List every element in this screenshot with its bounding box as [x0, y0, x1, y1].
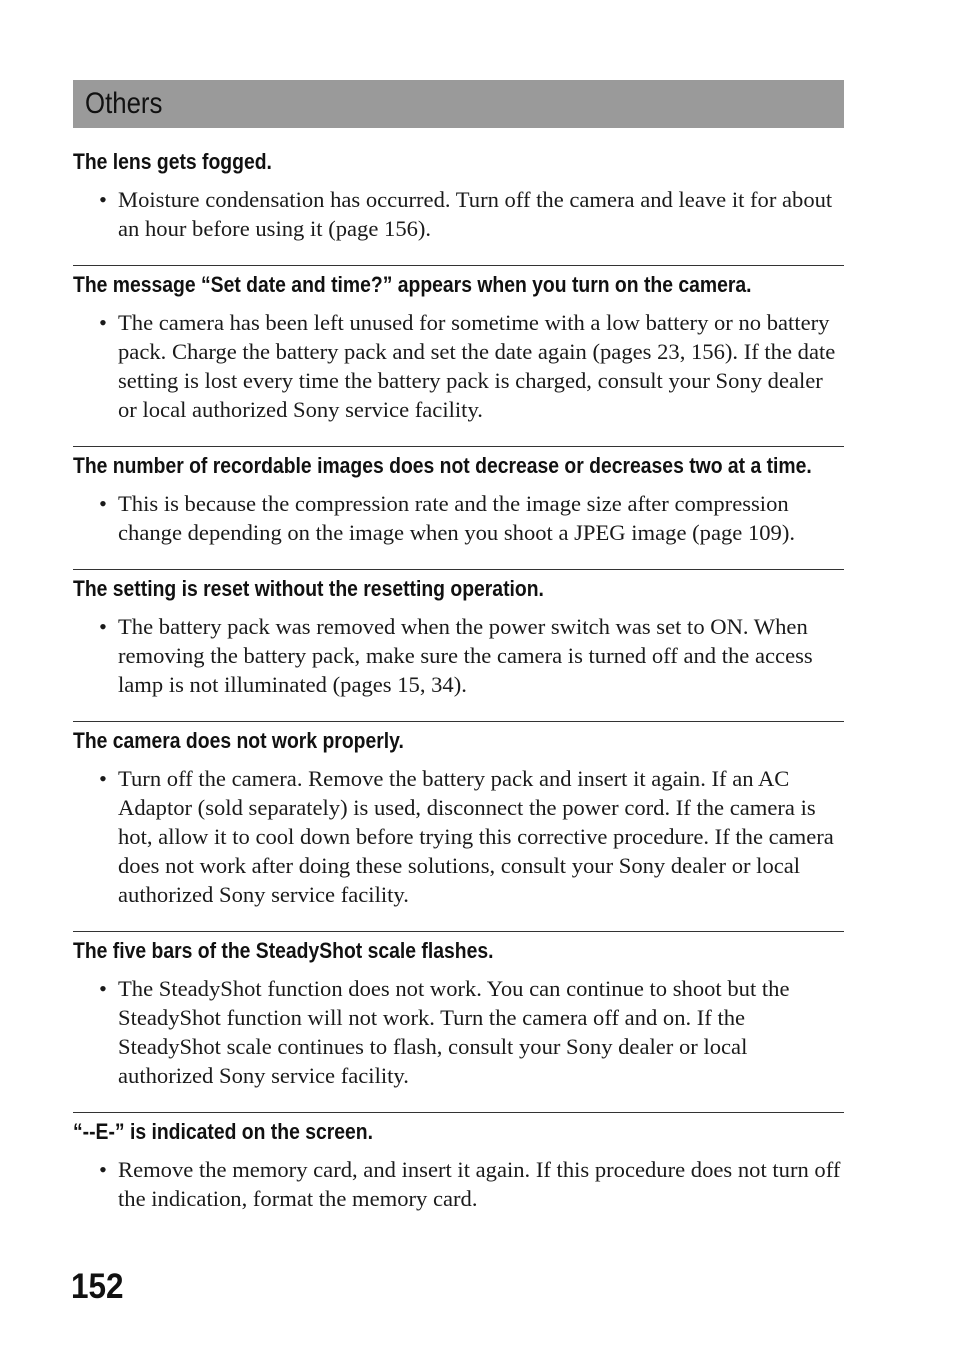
topic-heading: The camera does not work properly. [73, 728, 404, 753]
bullet-text: Moisture condensation has occurred. Turn off the camera and leave it for about an hour before using it (page 156). [118, 187, 833, 241]
bullet-item [73, 612, 844, 699]
bullet-text: This is because the compression rate and the image size after compression change depending on the image when you shoot a JPEG image (page 109). [118, 491, 796, 545]
topic-e-indicator [73, 1112, 844, 1213]
bullet-list [73, 308, 844, 424]
section-title: Others [85, 87, 163, 120]
topic-steadyshot-flashes [73, 931, 844, 1090]
bullet-text: The camera has been left unused for sometime with a low battery or no battery pack. Charge the battery pack and set the date again (pages 23, 156). If the date setting is lost every time the battery pack is charged, consult your Sony dealer or local authorized Sony service facility. [118, 310, 836, 422]
bullet-mark: • [99, 310, 107, 335]
section-header-bar [73, 80, 844, 128]
bullet-item [73, 1155, 844, 1213]
bullet-text: The battery pack was removed when the power switch was set to ON. When removing the battery pack, make sure the camera is turned off and the access lamp is not illuminated (pages 15, 34). [118, 614, 813, 697]
page-number: 152 [71, 1267, 124, 1306]
bullet-text: Turn off the camera. Remove the battery pack and insert it again. If an AC Adaptor (sold separately) is used, disconnect the power cord. If the camera is hot, allow it to cool down before trying this corrective procedure. If the camera does not work after doing these solutions, consult your Sony dealer or local authorized Sony service facility. [118, 766, 834, 907]
bullet-item [73, 764, 844, 909]
bullet-list [73, 974, 844, 1090]
topic-setting-reset [73, 569, 844, 699]
topic-camera-not-working [73, 721, 844, 909]
bullet-list [73, 1155, 844, 1213]
bullet-mark: • [99, 976, 107, 1001]
topic-heading: “--E-” is indicated on the screen. [73, 1119, 373, 1144]
bullet-mark: • [99, 766, 107, 791]
bullet-item [73, 185, 844, 243]
bullet-mark: • [99, 187, 107, 212]
manual-page [73, 80, 844, 1213]
topic-heading: The five bars of the SteadyShot scale flashes. [73, 938, 494, 963]
bullet-list [73, 764, 844, 909]
topic-recordable-images [73, 446, 844, 547]
topic-heading: The message “Set date and time?” appears when you turn on the camera. [73, 272, 752, 297]
bullet-text: The SteadyShot function does not work. You can continue to shoot but the SteadyShot function will not work. Turn the camera off and on. If the SteadyShot scale continues to flash, consult your Sony dealer or local authorized Sony service facility. [118, 976, 790, 1088]
bullet-list [73, 489, 844, 547]
bullet-mark: • [99, 614, 107, 639]
bullet-item [73, 974, 844, 1090]
bullet-mark: • [99, 491, 107, 516]
topic-heading: The lens gets fogged. [73, 149, 272, 174]
bullet-text: Remove the memory card, and insert it again. If this procedure does not turn off the indication, format the memory card. [118, 1157, 841, 1211]
topic-heading: The setting is reset without the resetting operation. [73, 576, 544, 601]
topic-heading: The number of recordable images does not decrease or decreases two at a time. [73, 453, 812, 478]
bullet-list [73, 185, 844, 243]
topic-set-date-message [73, 265, 844, 424]
bullet-item [73, 308, 844, 424]
bullet-item [73, 489, 844, 547]
bullet-list [73, 612, 844, 699]
topic-lens-fogged [73, 128, 844, 243]
bullet-mark: • [99, 1157, 107, 1182]
